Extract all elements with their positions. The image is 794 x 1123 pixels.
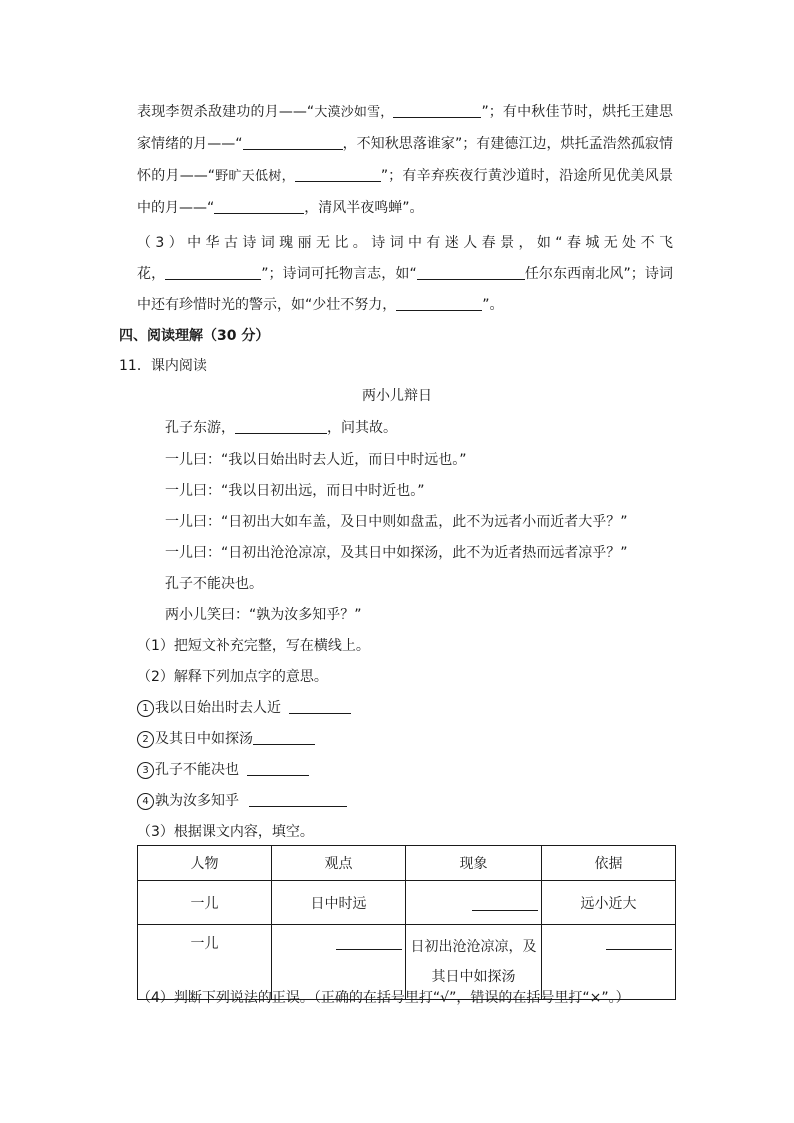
section-heading: 四、阅读理解（30 分） [119, 328, 270, 344]
poem3-line-2 [137, 264, 673, 284]
circled-number: 3 [137, 762, 154, 779]
text: ，不知秋思落谁家”；有建德江边，烘托孟浩然孤寂情 [342, 136, 673, 152]
poem-line-3 [137, 166, 673, 187]
circled-number: 4 [137, 793, 154, 810]
answer-blank[interactable] [472, 896, 538, 911]
answer-blank[interactable] [295, 166, 381, 182]
answer-blank[interactable] [336, 935, 402, 950]
table-cell: 日中时远 [272, 881, 406, 925]
table-header-row [138, 846, 676, 881]
table-cell-blank[interactable] [406, 881, 542, 925]
text-paragraph: 一儿曰：“我以日始出时去人近，而日中时远也。” [165, 452, 467, 468]
text: 任尔东西南北风”；诗词 [524, 266, 673, 282]
text: 孰为汝多知乎 [155, 793, 239, 809]
text: ”；诗词可托物言志，如“ [261, 266, 417, 282]
text-paragraph: 一儿曰：“我以日初出远，而日中时近也。” [165, 483, 425, 499]
text: ，问其故。 [327, 420, 397, 436]
definition-item [137, 791, 347, 811]
question-4: （4）判断下列说法的正误。（正确的在括号里打“√”，错误的在括号里打“×”。） [137, 990, 630, 1006]
table-header-cell: 现象 [406, 846, 542, 881]
text: （3）中华古诗词瑰丽无比。诗词中有迷人春景，如“春城无处不飞 [137, 235, 673, 251]
text: 野旷天低树， [215, 169, 295, 184]
answer-blank[interactable] [243, 134, 343, 150]
text-paragraph [165, 418, 397, 438]
text: 表现李贺杀敌建功的月——“ [137, 104, 315, 120]
table-cell: 远小近大 [542, 881, 676, 925]
text: 中的月——“ [137, 200, 215, 216]
text: ”；有中秋佳节时，烘托王建思 [481, 104, 673, 120]
text-paragraph: 孔子不能决也。 [165, 576, 263, 592]
text: 我以日始出时去人近 [155, 700, 281, 716]
question-3: （3）根据课文内容，填空。 [137, 824, 314, 840]
poem3-line-3 [137, 295, 504, 315]
text: 孔子东游， [165, 420, 235, 436]
question-1: （1）把短文补充完整，写在横线上。 [137, 638, 370, 654]
answer-blank[interactable] [606, 935, 672, 950]
answer-blank[interactable] [235, 418, 327, 434]
text: 花， [137, 266, 166, 282]
text-paragraph: 一儿曰：“日初出沧沧凉凉，及其日中如探汤，此不为近者热而远者凉乎？” [165, 545, 628, 561]
text: ”；有辛弃疾夜行黄沙道时，沿途所见优美风景 [380, 168, 673, 184]
answer-blank[interactable] [165, 264, 261, 280]
poem3-line-1 [137, 233, 673, 253]
text-title: 两小儿辩日 [362, 388, 432, 404]
text: 孔子不能决也 [155, 762, 239, 778]
text: 及其日中如探汤 [155, 731, 253, 747]
definition-item [137, 760, 309, 780]
circled-number: 1 [137, 700, 154, 717]
text-paragraph: 一儿曰：“日初出大如车盖，及日中则如盘盂，此不为远者小而近者大乎？” [165, 514, 628, 530]
text: 日初出沧沧凉凉，及 [410, 939, 537, 955]
circled-number: 2 [137, 731, 154, 748]
table-header-cell: 依据 [542, 846, 676, 881]
text: 中还有珍惜时光的警示，如“少壮不努力， [137, 297, 397, 313]
text: ”。 [482, 297, 504, 313]
answer-blank[interactable] [214, 198, 304, 214]
table-header-cell: 人物 [138, 846, 272, 881]
answer-blank[interactable] [249, 791, 347, 807]
definition-item [137, 729, 315, 749]
answer-blank[interactable] [247, 760, 309, 776]
definition-item [137, 698, 351, 718]
text: 其日中如探汤 [431, 969, 516, 985]
poem-line-4 [137, 198, 424, 218]
answer-blank[interactable] [253, 729, 315, 745]
text: 大漠沙如雪， [314, 105, 394, 120]
text: 家情绪的月——“ [137, 136, 243, 152]
poem-line-2 [137, 134, 673, 154]
table-header-cell: 观点 [272, 846, 406, 881]
answer-blank[interactable] [289, 698, 351, 714]
question-2: （2）解释下列加点字的意思。 [137, 669, 328, 685]
fill-in-table [137, 845, 676, 1000]
table-row [138, 881, 676, 925]
question-number: 11．课内阅读 [119, 358, 207, 374]
text-paragraph: 两小儿笑曰：“孰为汝多知乎？” [165, 607, 362, 623]
text: 怀的月——“ [137, 168, 216, 184]
poem-line-1 [137, 102, 673, 123]
table-cell: 一儿 [138, 881, 272, 925]
answer-blank[interactable] [393, 102, 481, 118]
text: ，清风半夜鸣蝉”。 [304, 200, 424, 216]
table-cell: 一儿 [138, 925, 272, 1000]
answer-blank[interactable] [396, 295, 482, 311]
answer-blank[interactable] [417, 264, 525, 280]
